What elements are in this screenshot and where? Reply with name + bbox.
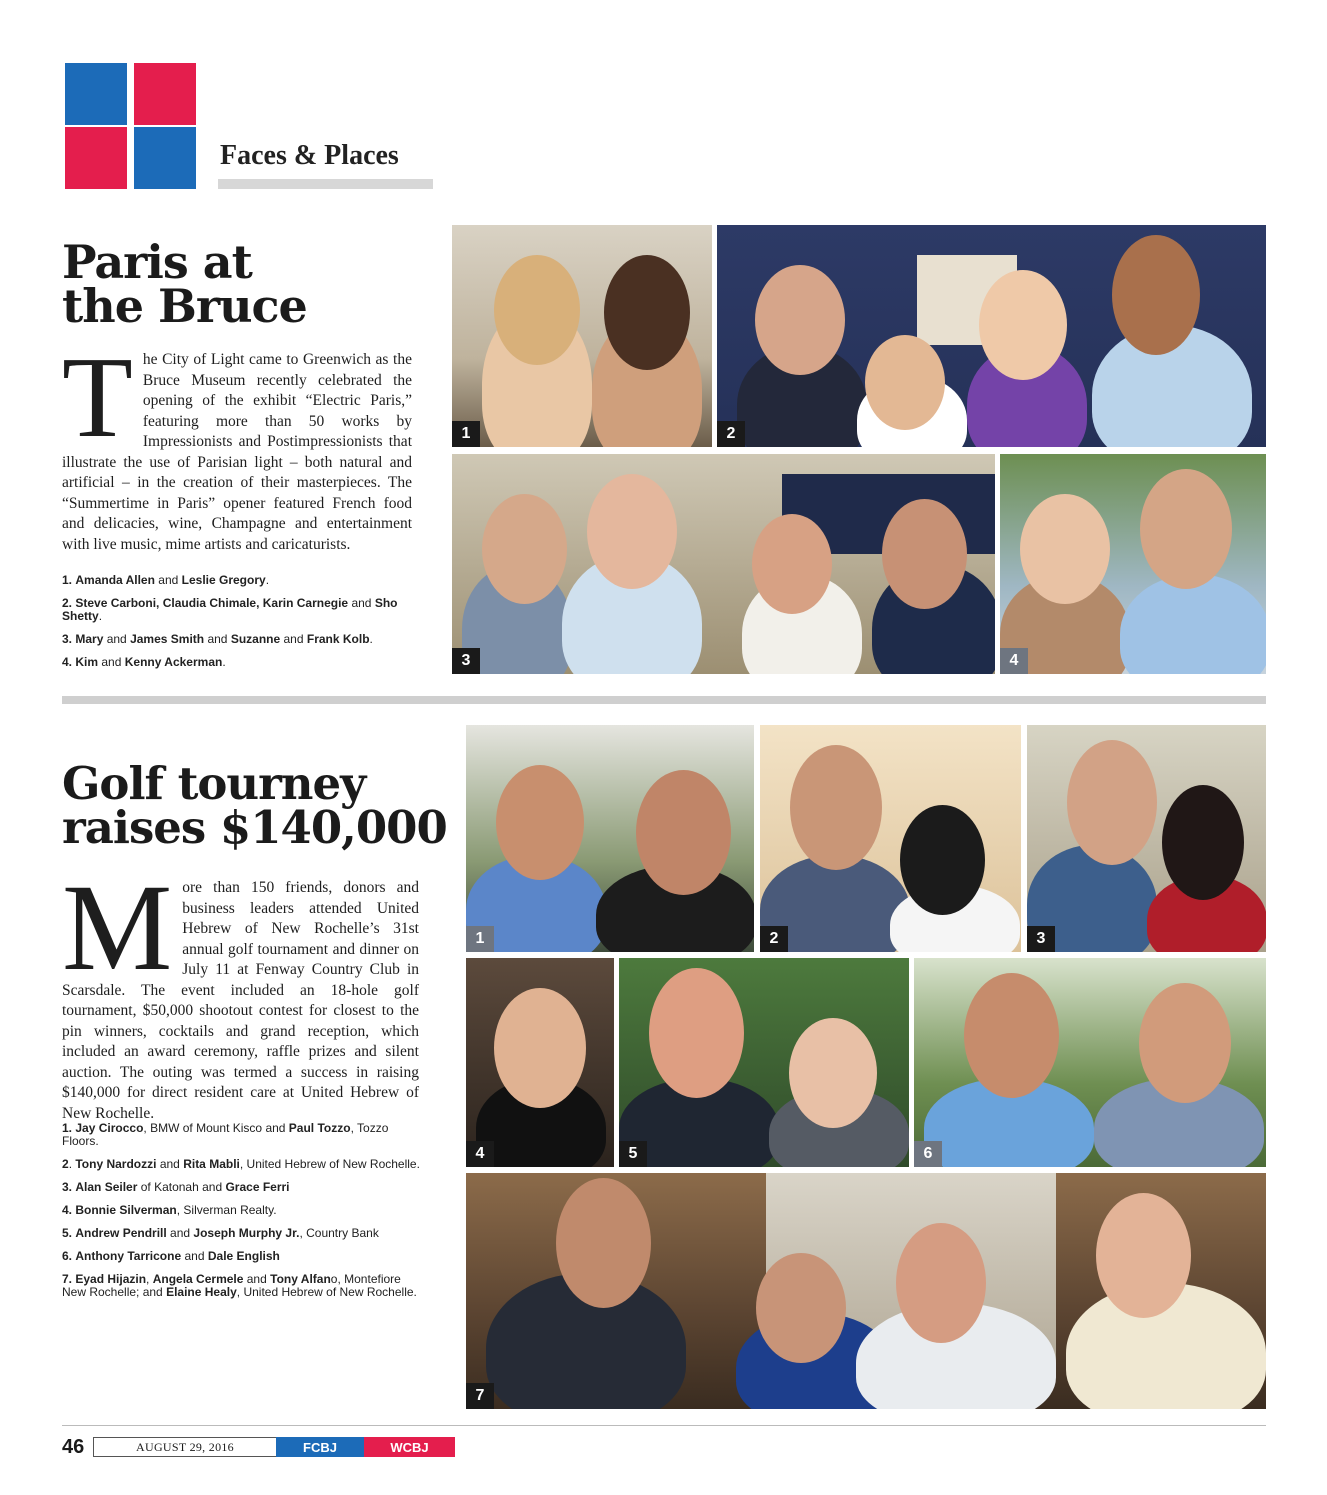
footer-rule bbox=[62, 1425, 1266, 1426]
paris-headline-line2: the Bruce bbox=[62, 279, 307, 333]
caption-item: 1. Amanda Allen and Leslie Gregory. bbox=[62, 573, 270, 587]
golf-captions bbox=[62, 1122, 420, 1309]
photo-number-badge: 1 bbox=[466, 926, 494, 952]
paris-headline bbox=[62, 235, 307, 333]
golf-headline-line1: Golf tourney bbox=[62, 757, 366, 810]
page-number: 46 bbox=[62, 1436, 85, 1458]
publication-fcbj: FCBJ bbox=[276, 1437, 364, 1457]
section-title: Faces & Places bbox=[220, 140, 399, 171]
photo-number-badge: 1 bbox=[452, 421, 480, 447]
paris-photo-1 bbox=[452, 225, 712, 447]
article-divider bbox=[62, 696, 1266, 704]
golf-photo-7 bbox=[466, 1173, 1266, 1409]
golf-body bbox=[62, 859, 419, 1124]
golf-photo-6 bbox=[914, 958, 1266, 1167]
photo-number-badge: 4 bbox=[466, 1141, 494, 1167]
caption-item: 4. Bonnie Silverman, Silverman Realty. bbox=[62, 1203, 277, 1217]
caption-item: 2. Tony Nardozzi and Rita Mabli, United Hebrew of New Rochelle. bbox=[62, 1157, 420, 1171]
golf-headline-line2: raises $140,000 bbox=[62, 801, 447, 854]
caption-item: 2. Steve Carboni, Claudia Chimale, Karin Carnegie and Sho Shetty. bbox=[62, 596, 398, 623]
paris-photo-4 bbox=[1000, 454, 1266, 674]
section-title-underline bbox=[218, 179, 433, 189]
logo-square-blue bbox=[134, 127, 196, 189]
golf-headline bbox=[62, 757, 447, 854]
logo-square-red bbox=[65, 127, 127, 189]
photo-number-badge: 2 bbox=[717, 421, 745, 447]
paris-photo-3 bbox=[452, 454, 995, 674]
golf-photo-3 bbox=[1027, 725, 1266, 952]
caption-item: 4. Kim and Kenny Ackerman. bbox=[62, 655, 226, 669]
golf-photo-4 bbox=[466, 958, 614, 1167]
caption-item: 3. Alan Seiler of Katonah and Grace Ferri bbox=[62, 1180, 290, 1194]
paris-body bbox=[62, 334, 412, 555]
caption-item: 5. Andrew Pendrill and Joseph Murphy Jr., Country Bank bbox=[62, 1226, 379, 1240]
paris-photo-2 bbox=[717, 225, 1266, 447]
publication-wcbj: WCBJ bbox=[364, 1437, 455, 1457]
logo-square-blue bbox=[65, 63, 127, 125]
issue-date: AUGUST 29, 2016 bbox=[93, 1437, 277, 1457]
photo-number-badge: 6 bbox=[914, 1141, 942, 1167]
photo-number-badge: 4 bbox=[1000, 648, 1028, 674]
photo-number-badge: 3 bbox=[452, 648, 480, 674]
paris-headline-line1: Paris at bbox=[62, 235, 252, 289]
photo-number-badge: 2 bbox=[760, 926, 788, 952]
golf-photo-2 bbox=[760, 725, 1021, 952]
caption-item: 6. Anthony Tarricone and Dale English bbox=[62, 1249, 280, 1263]
logo-square-red bbox=[134, 63, 196, 125]
photo-number-badge: 7 bbox=[466, 1383, 494, 1409]
golf-body-text: ore than 150 friends, donors and business leaders attended United Hebrew of New Rochelle’s 31st annual golf tournament and dinner on July 11 at Fenway Country Club in Scarsdale. The event included an 18-hole golf tournament, $50,000 shootout contest for closest to the pin winners, cocktails and grand reception, which included an award ceremony, raffle prizes and silent auction. The outing was termed a success in raising $140,000 for direct resident care at United Hebrew of New Rochelle. bbox=[62, 879, 419, 1122]
caption-item: 1. Jay Cirocco, BMW of Mount Kisco and Paul Tozzo, Tozzo Floors. bbox=[62, 1121, 389, 1148]
paris-body-text: he City of Light came to Greenwich as the Bruce Museum recently celebrated the opening of the exhibit “Electric Paris,” featuring more than 50 works by Impressionists and Postimpressionists that illustrate the use of Parisian light – both natural and artificial – in the creation of their masterpieces. The “Summertime in Paris” opener featured French food and delicacies, wine, Champagne and entertainment with live music, mime artists and caricaturists. bbox=[62, 351, 412, 553]
photo-number-badge: 5 bbox=[619, 1141, 647, 1167]
paris-captions bbox=[62, 574, 414, 679]
golf-dropcap: M bbox=[62, 859, 173, 996]
caption-item: 3. Mary and James Smith and Suzanne and Frank Kolb. bbox=[62, 632, 373, 646]
golf-photo-1 bbox=[466, 725, 754, 952]
paris-dropcap: T bbox=[62, 334, 133, 462]
caption-item: 7. Eyad Hijazin, Angela Cermele and Tony Alfano, Montefiore New Rochelle; and Elaine Healy, United Hebrew of New Rochelle. bbox=[62, 1272, 417, 1299]
photo-number-badge: 3 bbox=[1027, 926, 1055, 952]
golf-photo-5 bbox=[619, 958, 909, 1167]
